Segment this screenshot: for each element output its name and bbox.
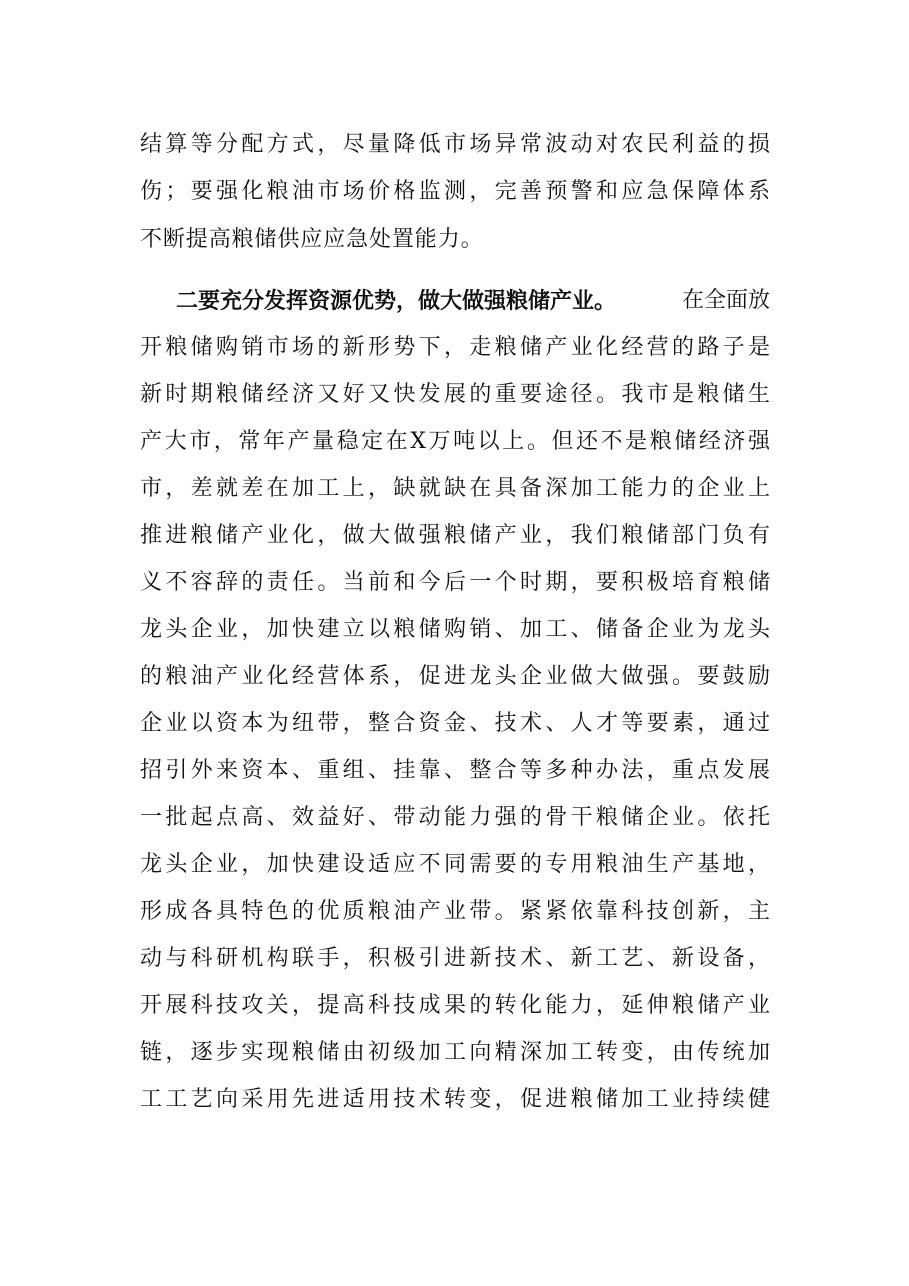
paragraph-2-heading: 二要充分发挥资源优势，做大做强粮储产业。: [176, 288, 617, 314]
paragraph-2-line: 的粮油产业化经营体系，促进龙头企业做大做强。要鼓励: [140, 664, 770, 689]
paragraph-2-line: 工工艺向采用先进适用技术转变，促进粮储加工业持续健: [140, 1087, 770, 1112]
paragraph-2-line: 产大市，常年产量稳定在X万吨以上。但还不是粮储经济强: [140, 429, 770, 454]
paragraph-2-line: 开粮储购销市场的新形势下，走粮储产业化经营的路子是: [140, 335, 770, 360]
paragraph-2-line: 义不容辞的责任。当前和今后一个时期，要积极培育粮储: [140, 570, 770, 595]
paragraph-1-line-1: 结算等分配方式，尽量降低市场异常波动对农民利益的损: [140, 132, 770, 157]
paragraph-2-line: 形成各具特色的优质粮油产业带。紧紧依靠科技创新，主: [140, 899, 770, 924]
paragraph-2-line: 开展科技攻关，提高科技成果的转化能力，延伸粮储产业: [140, 993, 770, 1018]
paragraph-2-line: 推进粮储产业化，做大做强粮储产业，我们粮储部门负有: [140, 523, 770, 548]
paragraph-1-line-2: 伤；要强化粮油市场价格监测，完善预警和应急保障体系: [140, 179, 770, 204]
paragraph-2-line: 企业以资本为纽带，整合资金、技术、人才等要素，通过: [140, 711, 770, 736]
paragraph-2-line: 链，逐步实现粮储由初级加工向精深加工转变，由传统加: [140, 1040, 770, 1065]
paragraph-2-line: 一批起点高、效益好、带动能力强的骨干粮储企业。依托: [140, 805, 770, 830]
paragraph-2-line: 龙头企业，加快建立以粮储购销、加工、储备企业为龙头: [140, 617, 770, 642]
paragraph-2-first-line-rest: 在全面放: [681, 288, 770, 313]
paragraph-2-line-1: [176, 283, 770, 319]
paragraph-2-line: 招引外来资本、重组、挂靠、整合等多种办法，重点发展: [140, 758, 770, 783]
paragraph-2-line: 新时期粮储经济又好又快发展的重要途径。我市是粮储生: [140, 382, 770, 407]
paragraph-1-line-3: 不断提高粮储供应应急处置能力。: [140, 227, 484, 252]
paragraph-2-line: 动与科研机构联手，积极引进新技术、新工艺、新设备，: [140, 946, 770, 971]
paragraph-2-line: 市，差就差在加工上，缺就缺在具备深加工能力的企业上: [140, 476, 770, 501]
paragraph-2-line: 龙头企业，加快建设适应不同需要的专用粮油生产基地，: [140, 852, 770, 877]
